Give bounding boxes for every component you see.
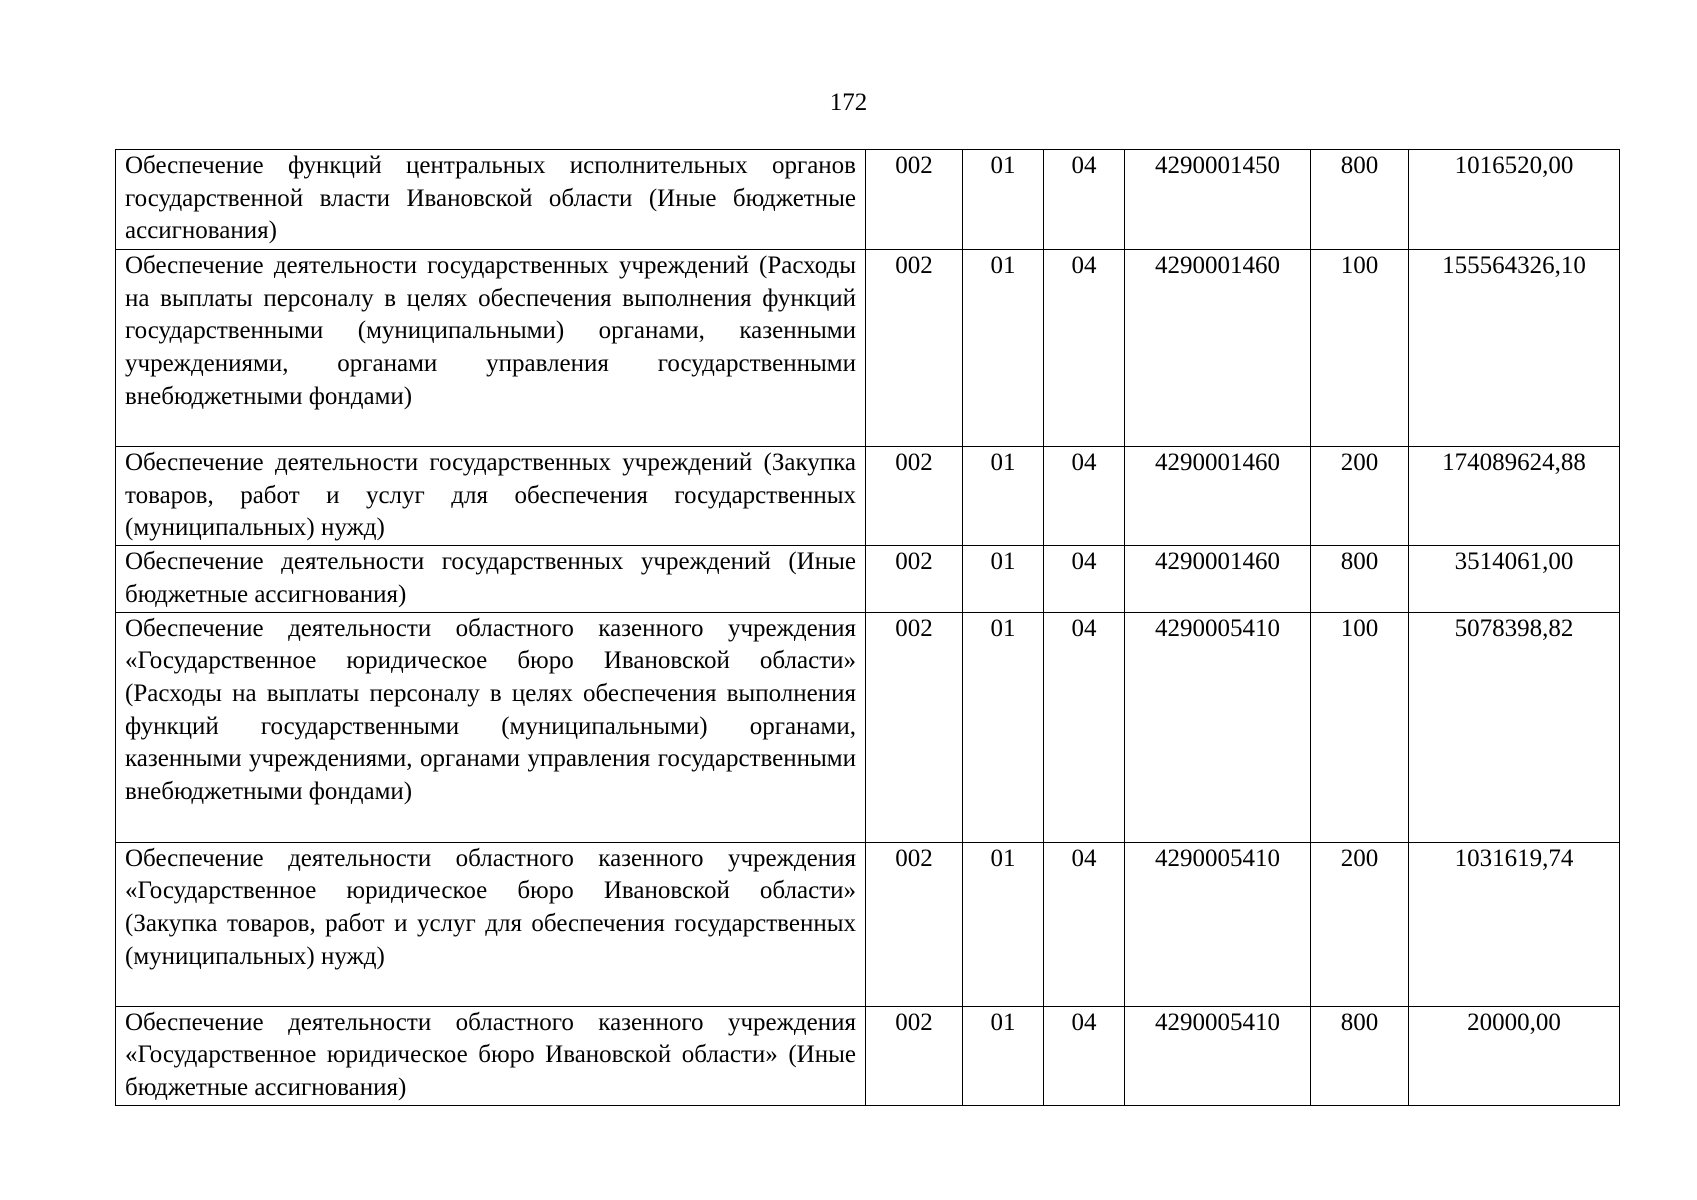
row-subsection-code: 04 [1044,842,1125,1006]
row-grbs-code: 002 [866,612,963,842]
row-section-code: 01 [963,250,1044,447]
row-target-article: 4290005410 [1125,842,1311,1006]
table-row [116,150,1620,250]
row-description: Обеспечение деятельности областного казенного учреждения «Государственное юридическое бюро Ивановской области» (Иные бюджетные ассигнования) [116,1006,866,1105]
row-grbs-code: 002 [866,250,963,447]
row-target-article: 4290001460 [1125,447,1311,546]
table-row [116,546,1620,612]
row-section-code: 01 [963,447,1044,546]
row-amount: 5078398,82 [1409,612,1620,842]
row-expense-type: 100 [1311,250,1409,447]
row-target-article: 4290005410 [1125,612,1311,842]
budget-allocation-table [115,149,1620,1106]
row-section-code: 01 [963,546,1044,612]
row-subsection-code: 04 [1044,546,1125,612]
row-description: Обеспечение деятельности областного казенного учреждения «Государственное юридическое бюро Ивановской области» (Закупка товаров, работ и услуг для обеспечения государственных (муниципальных) нужд) [116,842,866,1006]
row-expense-type: 200 [1311,447,1409,546]
row-section-code: 01 [963,612,1044,842]
row-description: Обеспечение деятельности государственных учреждений (Закупка товаров, работ и услуг для обеспечения государственных (муниципальных) нужд) [116,447,866,546]
row-description: Обеспечение функций центральных исполнительных органов государственной власти Ивановской области (Иные бюджетные ассигнования) [116,150,866,250]
row-grbs-code: 002 [866,546,963,612]
row-target-article: 4290001450 [1125,150,1311,250]
row-grbs-code: 002 [866,150,963,250]
table-row [116,250,1620,447]
row-grbs-code: 002 [866,842,963,1006]
row-amount: 1016520,00 [1409,150,1620,250]
row-grbs-code: 002 [866,447,963,546]
row-amount: 155564326,10 [1409,250,1620,447]
row-target-article: 4290005410 [1125,1006,1311,1105]
row-description: Обеспечение деятельности государственных учреждений (Иные бюджетные ассигнования) [116,546,866,612]
row-expense-type: 200 [1311,842,1409,1006]
row-amount: 20000,00 [1409,1006,1620,1105]
table-row [116,1006,1620,1105]
row-expense-type: 800 [1311,546,1409,612]
row-subsection-code: 04 [1044,250,1125,447]
row-target-article: 4290001460 [1125,546,1311,612]
row-section-code: 01 [963,150,1044,250]
row-description: Обеспечение деятельности областного казенного учреждения «Государственное юридическое бюро Ивановской области» (Расходы на выплаты персоналу в целях обеспечения выполнения функций государственными (муниципальными) органами, казенными учреждениями, органами управления государственными внебюджетными фондами) [116,612,866,842]
row-amount: 3514061,00 [1409,546,1620,612]
page-number: 172 [829,89,868,116]
row-expense-type: 100 [1311,612,1409,842]
table-row [116,447,1620,546]
row-section-code: 01 [963,1006,1044,1105]
row-amount: 1031619,74 [1409,842,1620,1006]
row-subsection-code: 04 [1044,150,1125,250]
row-subsection-code: 04 [1044,612,1125,842]
row-expense-type: 800 [1311,150,1409,250]
row-description: Обеспечение деятельности государственных учреждений (Расходы на выплаты персоналу в целях обеспечения выполнения функций государственными (муниципальными) органами, казенными учреждениями, органами управления государственными внебюджетными фондами) [116,250,866,447]
row-expense-type: 800 [1311,1006,1409,1105]
row-section-code: 01 [963,842,1044,1006]
table-row [116,612,1620,842]
row-amount: 174089624,88 [1409,447,1620,546]
row-target-article: 4290001460 [1125,250,1311,447]
row-subsection-code: 04 [1044,1006,1125,1105]
table-row [116,842,1620,1006]
row-grbs-code: 002 [866,1006,963,1105]
row-subsection-code: 04 [1044,447,1125,546]
